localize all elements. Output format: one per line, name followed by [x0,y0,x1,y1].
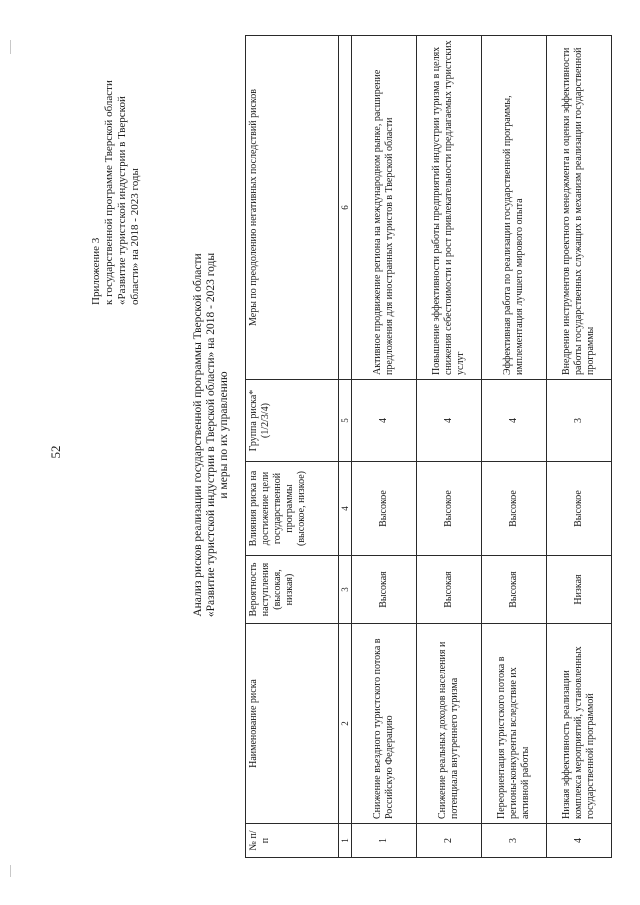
document-title [192,155,231,715]
risk-group: 4 [482,380,547,462]
risk-measures: Эффективная работа по реализации государственной программы, имплементация лучшего мирового опыта [482,36,547,380]
header-risk-name: Наименование риска [246,624,339,824]
header-number: № п/п [246,824,339,858]
risk-name: Переориентация туристского потока в регионы-конкуренты вследствие их активной работы [482,624,547,824]
column-number: 3 [339,556,352,624]
title-line: Анализ рисков реализации государственной программы Тверской области [192,253,204,617]
risk-impact: Высокое [547,462,612,556]
column-number-row [339,36,352,858]
risk-group: 3 [547,380,612,462]
table-row [482,36,547,858]
risk-measures: Внедрение инструментов проектного менеджмента и оценки эффективности работы государственных служащих в механизм реализации государственной программы [547,36,612,380]
risk-group: 4 [417,380,482,462]
risk-name: Снижение въездного туристского потока в Российскую Федерацию [352,624,417,824]
risk-probability: Высокая [417,556,482,624]
column-number: 1 [339,824,352,858]
risk-measures: Активное продвижение региона на международном рынке, расширение предложения для иностранных туристов в Тверской области [352,36,417,380]
risk-group: 4 [352,380,417,462]
risk-probability: Низкая [547,556,612,624]
row-number: 2 [417,824,482,858]
appendix-line: области» на 2018 - 2023 годы [129,168,141,305]
column-number: 4 [339,462,352,556]
row-number: 4 [547,824,612,858]
risk-table [245,35,612,858]
row-number: 1 [352,824,417,858]
risk-probability: Высокая [352,556,417,624]
title-line: «Развитие туристской индустрии в Тверской области» на 2018 - 2023 годы [205,252,217,618]
column-number: 2 [339,624,352,824]
title-line: и меры по их управлению [218,371,230,499]
risk-impact: Высокое [352,462,417,556]
header-impact: Влияния риска на достижение цели государственной программы (высокое, низкое) [246,462,339,556]
appendix-line: Приложение 3 [90,237,102,305]
table-header-row [246,36,339,858]
risk-probability: Высокая [482,556,547,624]
risk-measures: Повышение эффективности работы предприятий индустрии туризма в целях снижения себестоимости и рост привлекательности предлагаемых туристских услуг [417,36,482,380]
page-number: 52 [48,445,63,459]
table-row [352,36,417,858]
row-number: 3 [482,824,547,858]
header-measures: Меры по преодолению негативных последствий рисков [246,36,339,380]
risk-impact: Высокое [417,462,482,556]
risk-name: Низкая эффективность реализации комплекса мероприятий, установленных государственной программой [547,624,612,824]
appendix-note [90,35,142,305]
column-number: 6 [339,36,352,380]
table-row [417,36,482,858]
appendix-line: «Развитие туристской индустрии в Тверской [116,96,128,305]
risk-impact: Высокое [482,462,547,556]
header-probability: Вероятность наступления (высокая, низкая) [246,556,339,624]
header-risk-group: Группа риска* (1/2/3/4) [246,380,339,462]
appendix-line: к государственной программе Тверской области [103,80,115,305]
risk-name: Снижение реальных доходов населения и потенциала внутреннего туризма [417,624,482,824]
table-row [547,36,612,858]
column-number: 5 [339,380,352,462]
